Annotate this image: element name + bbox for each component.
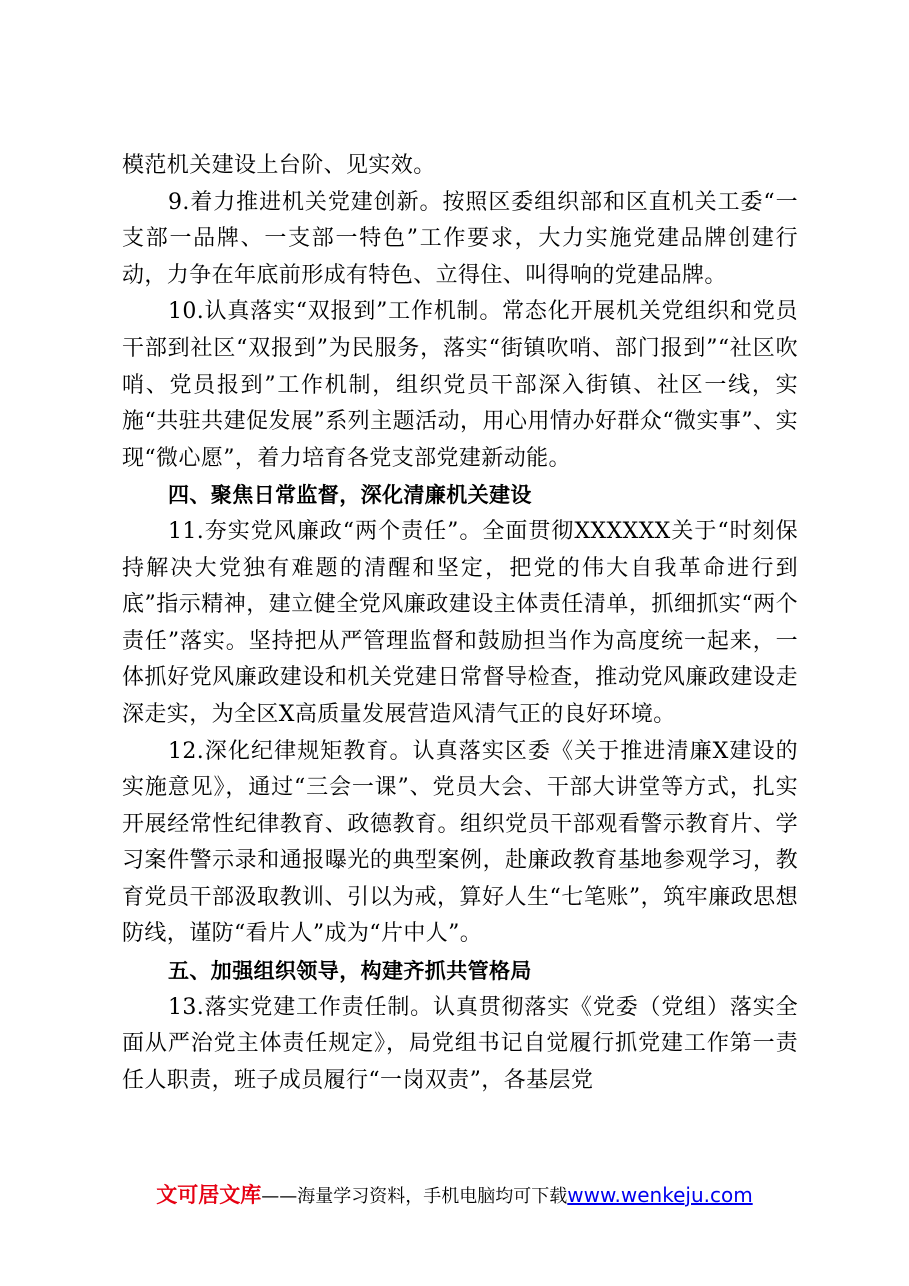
footer-brand: 文可居文库	[156, 1183, 262, 1207]
page-footer	[0, 1180, 909, 1212]
section-heading-4: 四、聚焦日常监督，深化清廉机关建设	[168, 483, 532, 508]
document-body	[122, 148, 798, 1099]
paragraph-item-11: 11.夯实党风廉政“两个责任”。全面贯彻XXXXXX关于“时刻保持解决大党独有难题的清醒和坚定，把党的伟大自我革命进行到底”指示精神，建立健全党风廉政建设主体责任清单，抓细抓实“两个责任”落实。坚持把从严管理监督和鼓励担当作为高度统一起来，一体抓好党风廉政建设和机关党建日常督导检查，推动党风廉政建设走深走实，为全区X高质量发展营造风清气正的良好环境。	[122, 518, 798, 727]
paragraph-item-13: 13.落实党建工作责任制。认真贯彻落实《党委（党组）落实全面从严治党主体责任规定》，局党组书记自觉履行抓党建工作第一责任人职责，班子成员履行“一岗双责”，各基层党	[122, 994, 798, 1093]
section-heading-5: 五、加强组织领导，构建齐抓共管格局	[168, 959, 532, 984]
paragraph-item-9: 9.着力推进机关党建创新。按照区委组织部和区直机关工委“一支部一品牌、一支部一特色”工作要求，大力实施党建品牌创建行动，力争在年底前形成有特色、立得住、叫得响的党建品牌。	[122, 189, 798, 288]
paragraph-item-12: 12.深化纪律规矩教育。认真落实区委《关于推进清廉X建设的实施意见》，通过“三会一课”、党员大会、干部大讲堂等方式，扎实开展经常性纪律教育、政德教育。组织党员干部观看警示教育片、学习案件警示录和通报曝光的典型案例，赴廉政教育基地参观学习，教育党员干部汲取教训、引以为戒，算好人生“七笔账”，筑牢廉政思想防线，谨防“看片人”成为“片中人”。	[122, 738, 798, 947]
footer-site-link[interactable]: www.wenkeju.com	[567, 1183, 753, 1207]
paragraph-item-10: 10.认真落实“双报到”工作机制。常态化开展机关党组织和党员干部到社区“双报到”为民服务，落实“街镇吹哨、部门报到”“社区吹哨、党员报到”工作机制，组织党员干部深入街镇、社区一线，实施“共驻共建促发展”系列主题活动，用心用情办好群众“微实事”、实现“微心愿”，着力培育各党支部党建新动能。	[122, 299, 798, 471]
footer-slogan: ——海量学习资料，手机电脑均可下载	[261, 1186, 568, 1207]
paragraph-continuation: 模范机关建设上台阶、见实效。	[122, 153, 436, 178]
